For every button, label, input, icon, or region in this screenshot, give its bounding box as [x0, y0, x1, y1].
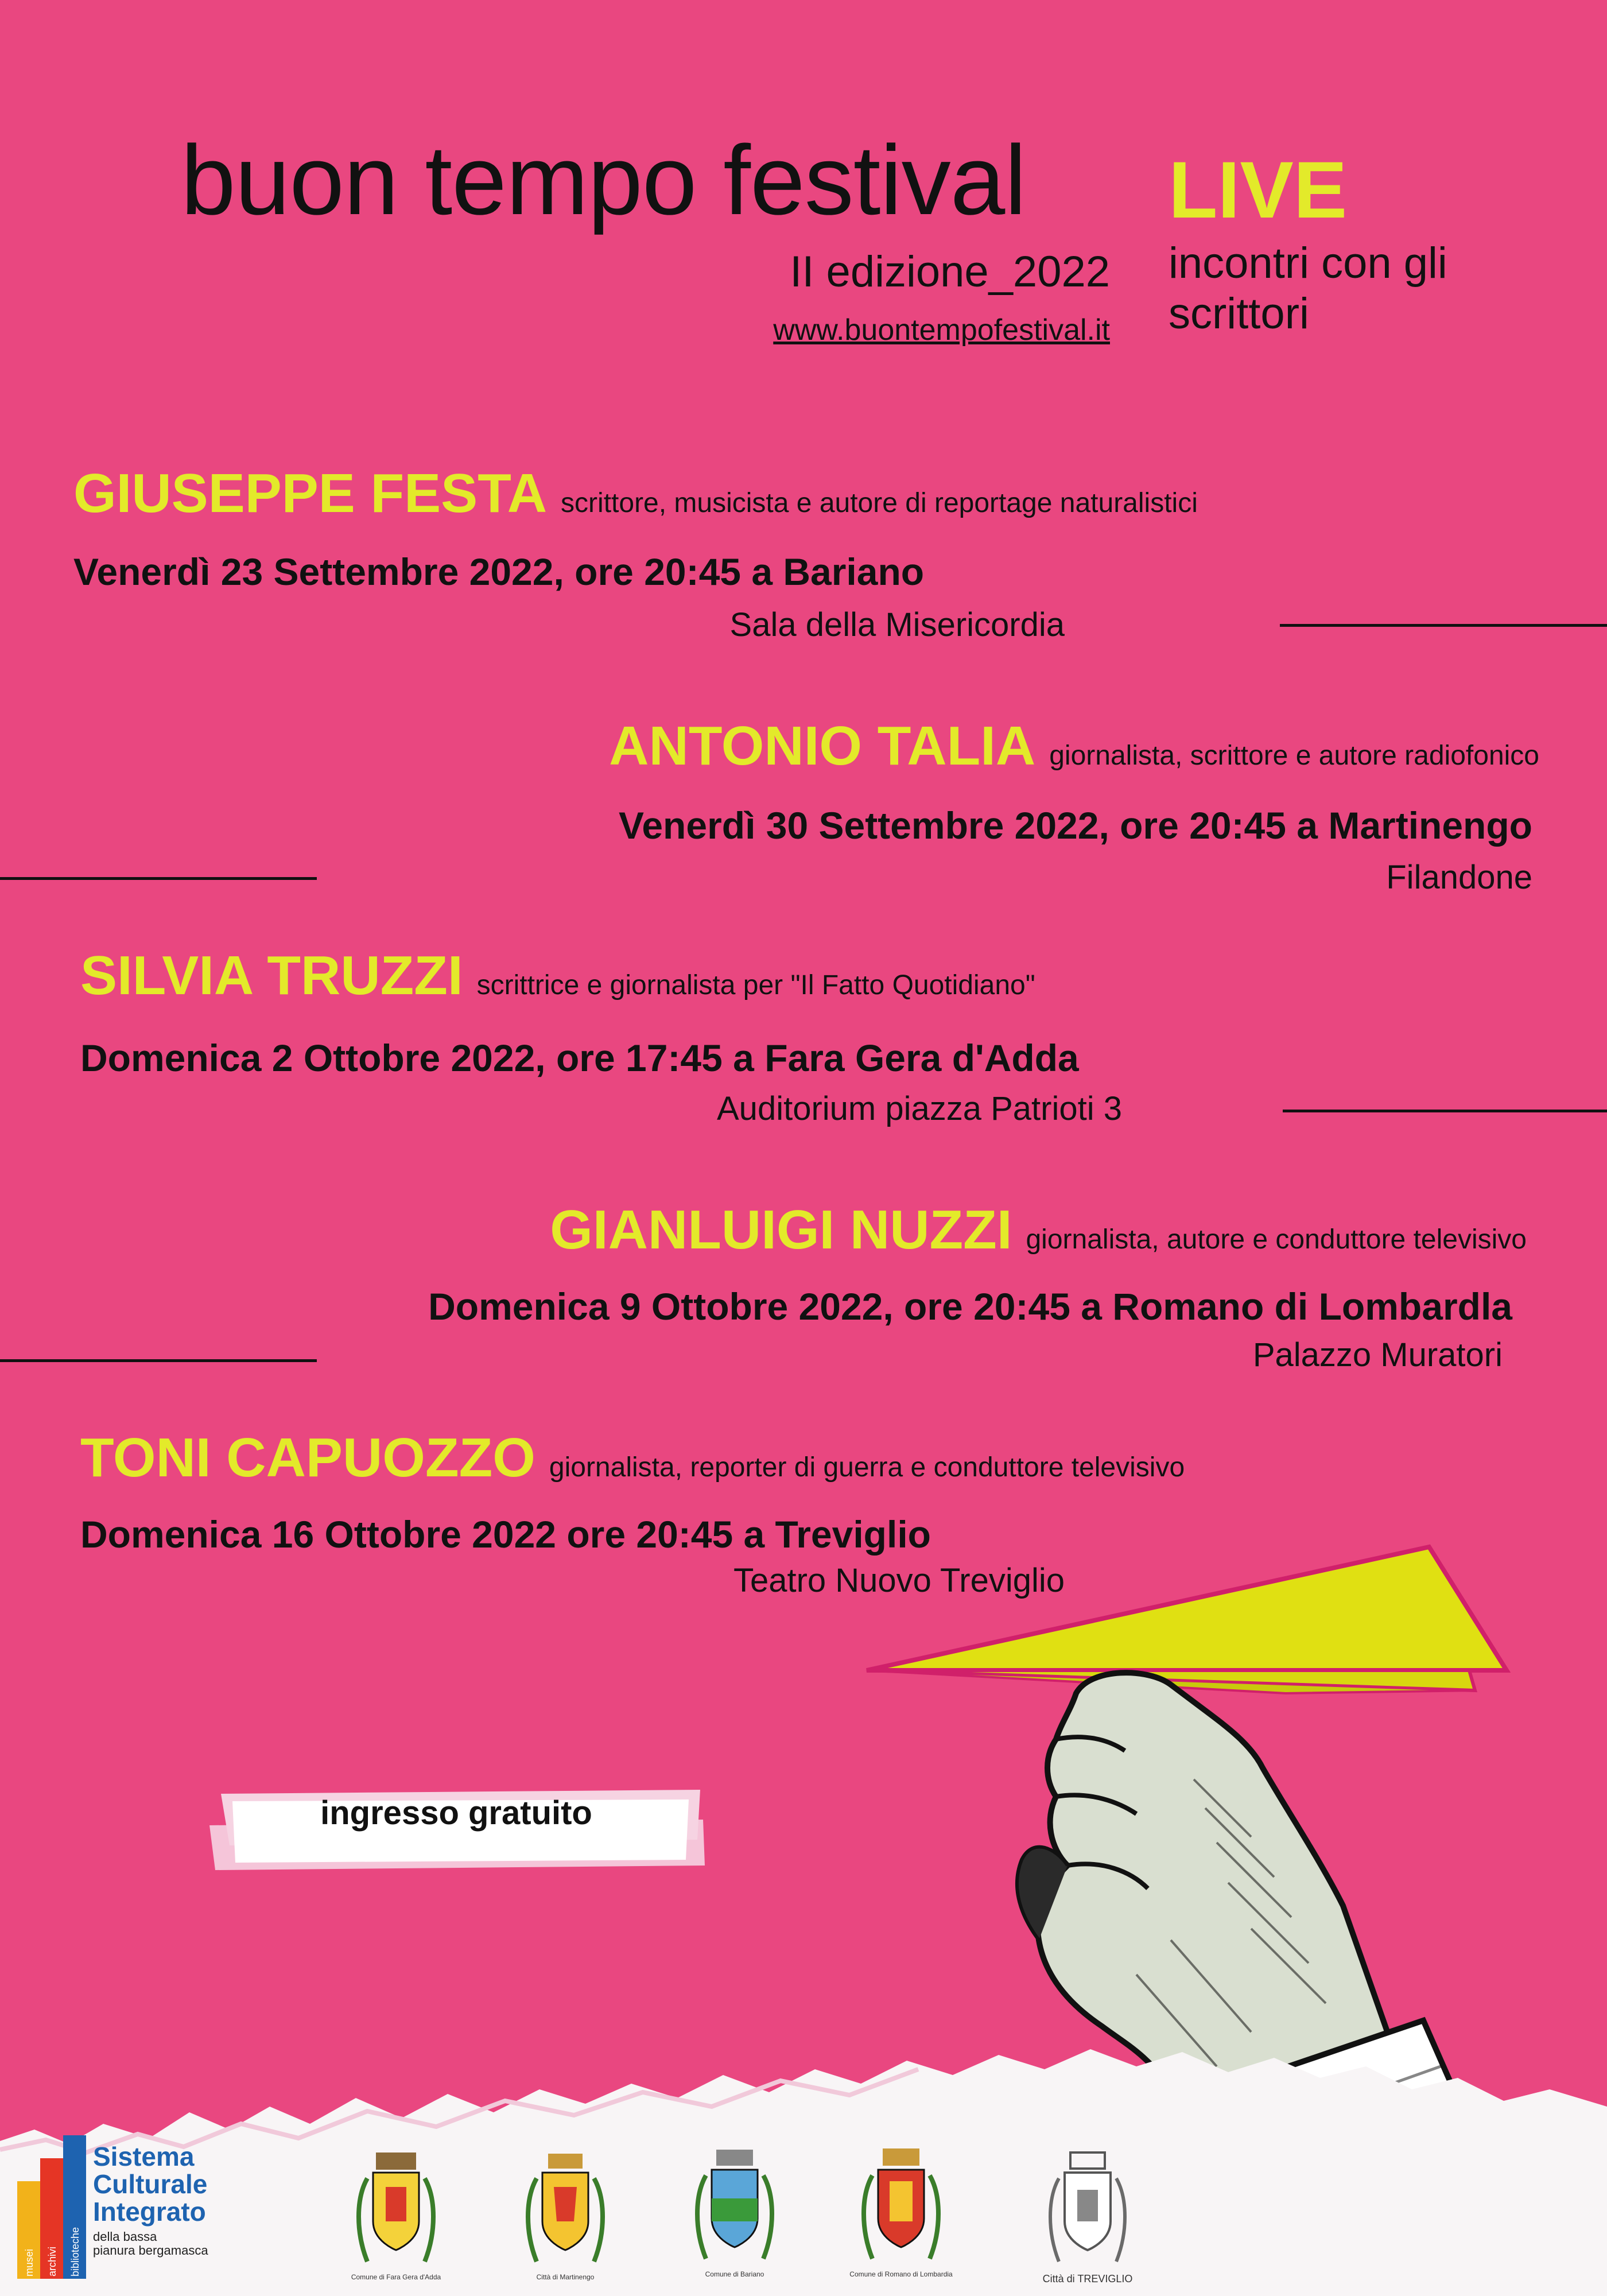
live-label: LIVE [1169, 145, 1348, 235]
sci-title-line: Culturale [93, 2169, 208, 2199]
crest-label: Città di Martinengo [536, 2273, 595, 2281]
coat-of-arms-icon [350, 2147, 442, 2270]
website-link[interactable]: www.buontempofestival.it [773, 313, 1110, 347]
sci-tag-biblioteche: biblioteche [69, 2227, 81, 2276]
sci-subtitle-line: della bassa [93, 2229, 157, 2244]
event-silvia-truzzi [80, 944, 1035, 1007]
sci-tag-archivi: archivi [46, 2246, 58, 2276]
free-entry-label: ingresso gratuito [320, 1794, 592, 1832]
sci-tag-musei: musei [24, 2248, 35, 2276]
divider-line [1280, 624, 1607, 627]
event-speaker-name: GIUSEPPE FESTA [73, 463, 548, 524]
event-speaker-role: giornalista, autore e conduttore televisivo [1026, 1224, 1527, 1255]
crest-fara-gera-dadda [350, 2147, 465, 2281]
crest-label: Città di TREVIGLIO [1042, 2273, 1133, 2285]
sci-title [93, 2143, 207, 2225]
event-speaker-name: GIANLUIGI NUZZI [550, 1199, 1012, 1261]
divider-line [0, 1359, 317, 1362]
event-giuseppe-festa [73, 462, 1198, 525]
event-date: Venerdì 30 Settembre 2022, ore 20:45 a Martinengo [618, 804, 1532, 847]
event-date: Domenica 16 Ottobre 2022 ore 20:45 a Treviglio [80, 1513, 931, 1556]
coat-of-arms-icon [519, 2147, 611, 2270]
event-date: Domenica 9 Ottobre 2022, ore 20:45 a Romano di Lombardla [428, 1285, 1512, 1328]
event-speaker-role: giornalista, scrittore e autore radiofonico [1049, 740, 1539, 771]
edition-label: II edizione_2022 [790, 247, 1110, 296]
crest-martinengo [519, 2147, 634, 2281]
event-speaker-name: TONI CAPUOZZO [80, 1427, 535, 1488]
crest-treviglio [1042, 2147, 1156, 2285]
event-speaker-role: scrittore, musicista e autore di reportage naturalistici [561, 488, 1198, 518]
crest-label: Comune di Bariano [705, 2270, 764, 2278]
event-toni-capuozzo [80, 1426, 1185, 1490]
event-gianluigi-nuzzi [550, 1199, 1527, 1262]
event-venue: Auditorium piazza Patrioti 3 [717, 1090, 1122, 1127]
live-subtitle: incontri con gli scrittori [1169, 239, 1447, 338]
crest-bariano [689, 2144, 804, 2278]
event-speaker-role: giornalista, reporter di guerra e conduttore televisivo [549, 1452, 1185, 1483]
event-antonio-talia [609, 715, 1539, 778]
event-date: Venerdì 23 Settembre 2022, ore 20:45 a Bariano [73, 550, 925, 593]
sci-title-line: Sistema [93, 2142, 195, 2171]
festival-title: buon tempo festival [181, 125, 1026, 235]
event-venue: Filandone [1386, 859, 1532, 896]
crest-romano-di-lombardia [849, 2144, 970, 2278]
crest-label: Comune di Fara Gera d'Adda [351, 2273, 441, 2281]
paper-plane-icon [867, 1547, 1507, 1670]
sci-title-line: Integrato [93, 2197, 206, 2227]
event-venue: Palazzo Muratori [1252, 1336, 1503, 1374]
divider-line [1283, 1110, 1607, 1112]
event-speaker-role: scrittrice e giornalista per "Il Fatto Quotidiano" [476, 970, 1035, 1000]
event-date: Domenica 2 Ottobre 2022, ore 17:45 a Fara Gera d'Adda [80, 1037, 1079, 1079]
crest-label: Comune di Romano di Lombardia [849, 2270, 953, 2278]
event-venue: Teatro Nuovo Treviglio [733, 1562, 1065, 1599]
coat-of-arms-icon [855, 2144, 947, 2267]
event-speaker-name: SILVIA TRUZZI [80, 945, 463, 1006]
divider-line [0, 877, 317, 880]
sci-subtitle-line: pianura bergamasca [93, 2243, 208, 2258]
sci-subtitle [93, 2230, 208, 2258]
event-venue: Sala della Misericordia [729, 606, 1065, 643]
coat-of-arms-icon [689, 2144, 781, 2267]
event-speaker-name: ANTONIO TALIA [609, 715, 1036, 777]
coat-of-arms-icon [1042, 2147, 1134, 2270]
torn-paper-strip [0, 2043, 1607, 2296]
